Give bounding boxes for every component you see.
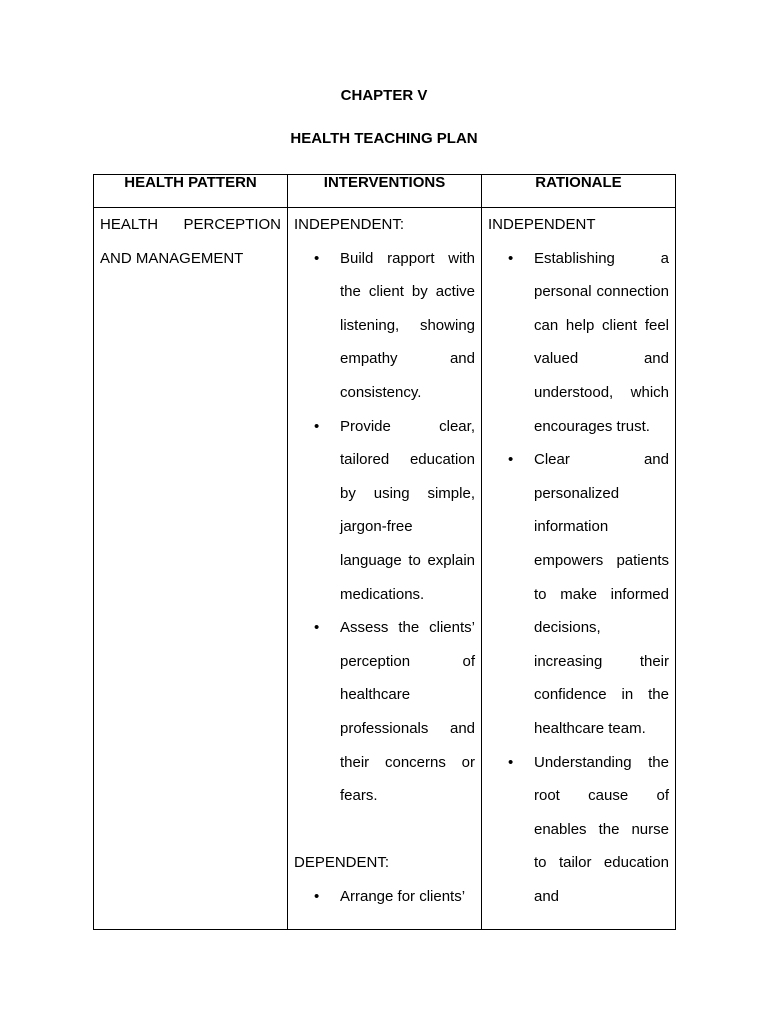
bullet-icon: •: [314, 887, 320, 905]
interventions-cell: [288, 208, 482, 930]
bullet-icon: •: [508, 249, 514, 267]
rationale-list: [488, 242, 669, 914]
header-health-pattern: HEALTH PATTERN: [94, 175, 288, 208]
dependent-label: DEPENDENT:: [294, 854, 390, 872]
bullet-icon: •: [508, 451, 514, 469]
header-interventions: INTERVENTIONS: [288, 175, 482, 208]
bullet-icon: •: [314, 619, 320, 637]
header-rationale: RATIONALE: [482, 175, 676, 208]
spacer: [294, 813, 475, 847]
table-header-row: [94, 175, 676, 208]
chapter-heading: CHAPTER V: [340, 87, 428, 104]
list-item: • Provide clear, tailored education by using simple, jargon-free language to explain medications.: [294, 410, 475, 612]
bullet-icon: •: [314, 417, 320, 435]
list-item: • Establishing a personal connection can help client feel valued and understood, which encourages trust.: [488, 242, 669, 444]
rationale-independent-label: INDEPENDENT: [488, 216, 596, 233]
list-item: • Build rapport with the client by active listening, showing empathy and consistency.: [294, 242, 475, 410]
bullet-icon: •: [314, 249, 320, 267]
health-pattern-text: HEALTH PERCEPTION AND MANAGEMENT: [100, 216, 281, 267]
teaching-plan-table: [93, 174, 676, 930]
table-row: [94, 208, 676, 930]
page-title: HEALTH TEACHING PLAN: [290, 130, 478, 147]
dependent-interventions-list: [294, 880, 475, 914]
bullet-icon: •: [508, 753, 514, 771]
rationale-cell: [482, 208, 676, 930]
independent-interventions-list: [294, 242, 475, 813]
health-pattern-cell: [94, 208, 288, 930]
list-item: • Arrange for clients’: [294, 880, 475, 914]
list-item: • Understanding the root cause of enables the nurse to tailor education and: [488, 746, 669, 914]
list-item: • Assess the clients’ perception of healthcare professionals and their concerns or fears.: [294, 611, 475, 813]
list-item: • Clear and personalized information empowers patients to make informed decisions, increasing their confidence in the healthcare team.: [488, 443, 669, 745]
independent-label: INDEPENDENT:: [294, 216, 405, 233]
